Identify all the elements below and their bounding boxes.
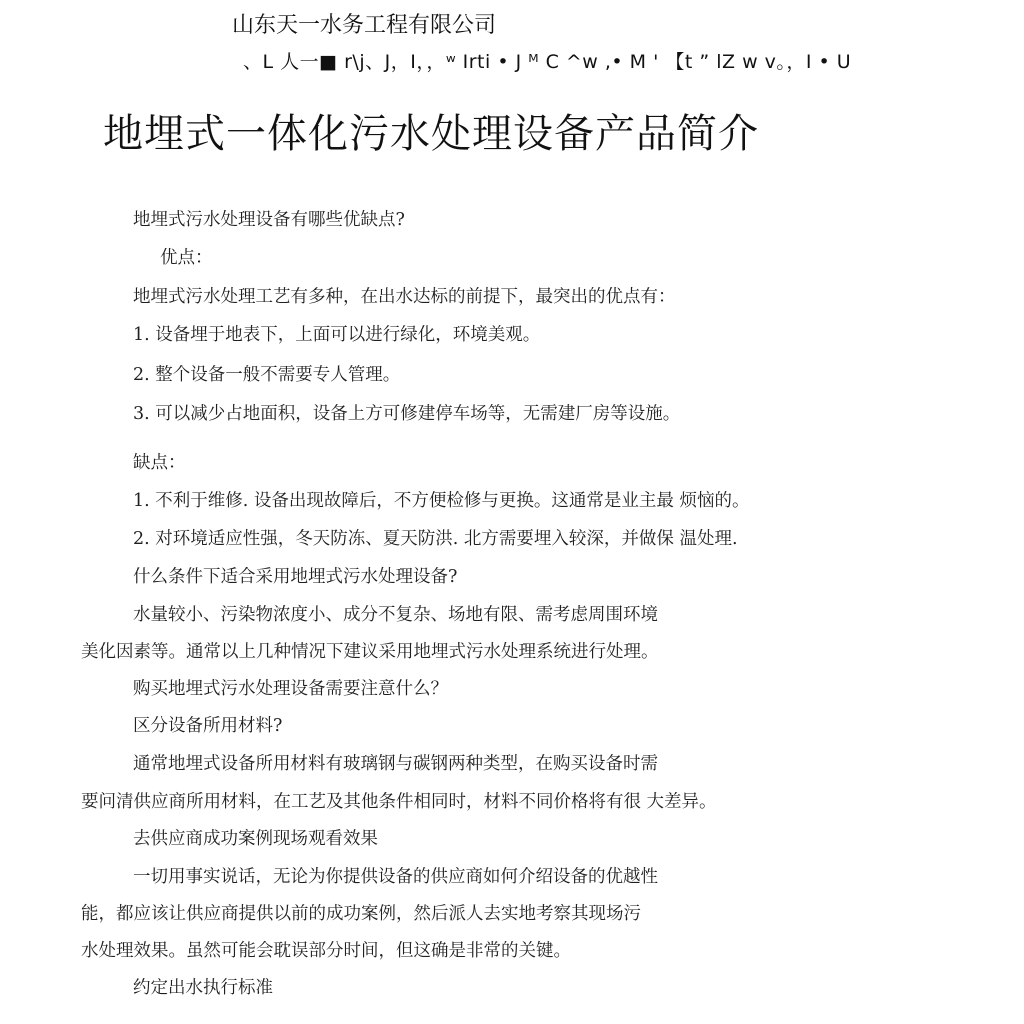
pro-item-2: 2. 整个设备一般不需要专人管理。 xyxy=(133,365,401,385)
pros-intro: 地埋式污水处理工艺有多种，在出水达标的前提下，最突出的优点有： xyxy=(133,287,676,307)
pro-item-1: 1. 设备埋于地表下，上面可以进行绿化，环境美观。 xyxy=(133,325,541,345)
cons-heading: 缺点： xyxy=(133,453,186,473)
document-title: 地埋式一体化污水处理设备产品简介 xyxy=(103,111,759,157)
garbled-header-line: 、L 人一■ r\j、J，I，，ʷ Irti • J ᴹ C ^w ,• M ' 【t ” lZ w v。，I • U xyxy=(243,51,852,73)
subheading-discharge-standard: 约定出水执行标准 xyxy=(133,978,273,998)
question-pros-cons: 地埋式污水处理设备有哪些优缺点? xyxy=(133,210,405,230)
subheading-case-visit: 去供应商成功案例现场观看效果 xyxy=(133,829,378,849)
pros-heading: 优点： xyxy=(160,248,213,268)
paragraph-materials-line-1: 通常地埋式设备所用材料有玻璃钢与碳钢两种类型，在购买设备时需 xyxy=(133,754,658,774)
paragraph-conditions-line-2: 美化因素等。通常以上几种情况下建议采用地埋式污水处理系统进行处理。 xyxy=(81,642,659,662)
question-purchase-notes: 购买地埋式污水处理设备需要注意什么？ xyxy=(133,679,448,699)
paragraph-conditions-line-1: 水量较小、污染物浓度小、成分不复杂、场地有限、需考虑周围环境 xyxy=(133,605,658,625)
paragraph-case-line-1: 一切用事实说话，无论为你提供设备的供应商如何介绍设备的优越性 xyxy=(133,867,658,887)
question-suitable-conditions: 什么条件下适合采用地埋式污水处理设备? xyxy=(133,567,458,587)
paragraph-materials-line-2: 要问清供应商所用材料，在工艺及其他条件相同时，材料不同价格将有很 大差异。 xyxy=(81,792,717,812)
con-item-2: 2. 对环境适应性强，冬天防冻、夏天防洪. 北方需要埋入较深，并做保 温处理. xyxy=(133,529,738,549)
paragraph-case-line-2: 能，都应该让供应商提供以前的成功案例，然后派人去实地考察其现场污 xyxy=(81,904,641,924)
paragraph-case-line-3: 水处理效果。虽然可能会耽误部分时间，但这确是非常的关键。 xyxy=(81,941,571,961)
pro-item-3: 3. 可以减少占地面积，设备上方可修建停车场等，无需建厂房等设施。 xyxy=(133,404,681,424)
company-name: 山东天一水务工程有限公司 xyxy=(232,13,497,38)
subheading-materials: 区分设备所用材料? xyxy=(133,716,283,736)
con-item-1: 1. 不利于维修. 设备出现故障后，不方便检修与更换。这通常是业主最 烦恼的。 xyxy=(133,491,750,511)
